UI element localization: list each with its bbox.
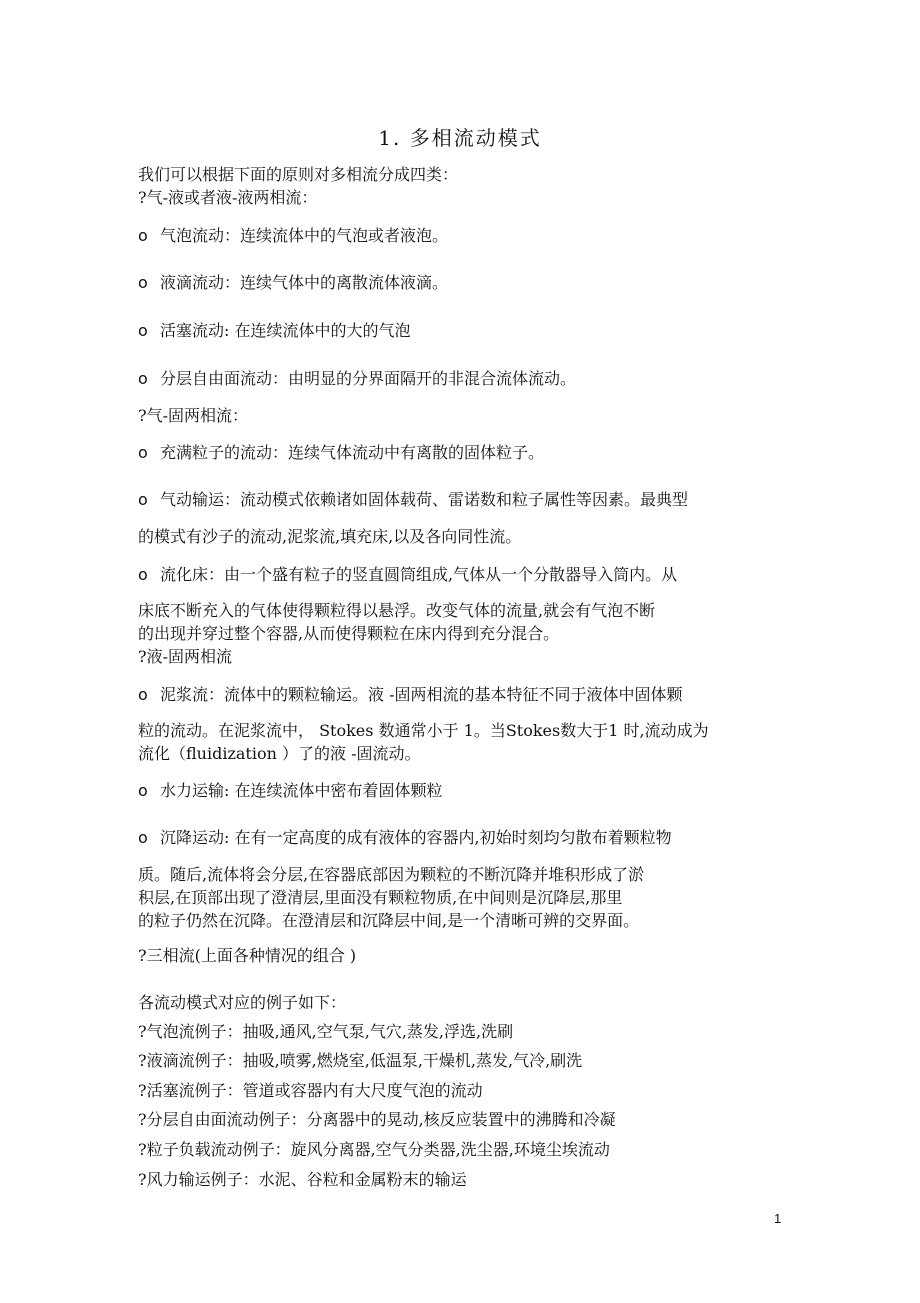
item-sedimentation-continued: 的粒子仍然在沉降。在澄清层和沉降层中间,是一个清晰可辨的交界面。 <box>138 911 640 930</box>
item-sedimentation <box>138 827 672 849</box>
item-sedimentation-continued: 积层,在顶部出现了澄清层,里面没有颗粒物质,在中间则是沉降层,那里 <box>138 888 623 907</box>
bullet-icon: o <box>138 273 148 292</box>
item-slurry-flow-continued: 粒的流动。在泥浆流中， Stokes 数通常小于 1。当Stokes数大于1 时,流动成为 <box>138 721 709 740</box>
item-text: 活塞流动: 在连续流体中的大的气泡 <box>160 321 411 340</box>
item-particle-laden-flow <box>138 442 544 464</box>
item-fluidized-bed <box>138 564 677 586</box>
item-pneumatic-transport-continued: 的模式有沙子的流动,泥浆流,填充床,以及各向同性流。 <box>138 527 522 546</box>
item-hydrotransport <box>138 780 442 802</box>
item-sedimentation-continued: 质。随后,流体将会分层,在容器底部因为颗粒的不断沉降并堆积形成了淤 <box>138 865 645 884</box>
item-text: 流化床：由一个盛有粒子的竖直圆筒组成,气体从一个分散器导入筒内。从 <box>160 565 678 584</box>
example-particle-laden: ?粒子负载流动例子：旋风分离器,空气分类器,洗尘器,环境尘埃流动 <box>138 1140 610 1159</box>
item-stratified-flow <box>138 368 576 390</box>
bullet-icon: o <box>138 490 148 509</box>
item-droplet-flow <box>138 272 448 294</box>
item-text: 液滴流动：连续气体中的离散流体液滴。 <box>160 273 449 292</box>
example-droplet: ?液滴流例子：抽吸,喷雾,燃烧室,低温泵,干燥机,蒸发,气冷,刷洗 <box>138 1051 583 1070</box>
item-slurry-flow <box>138 684 683 706</box>
bullet-icon: o <box>138 443 148 462</box>
item-text: 沉降运动: 在有一定高度的成有液体的容器内,初始时刻均匀散布着颗粒物 <box>160 828 672 847</box>
section-title: 1. 多相流动模式 <box>378 126 542 150</box>
heading-three-phase: ?三相流(上面各种情况的组合 ) <box>138 946 357 965</box>
item-text: 分层自由面流动：由明显的分界面隔开的非混合流体流动。 <box>160 369 577 388</box>
item-slurry-flow-continued: 流化（fluidization ）了的液 -固流动。 <box>138 744 421 763</box>
example-slug: ?活塞流例子：管道或容器内有大尺度气泡的流动 <box>138 1081 483 1100</box>
bullet-icon: o <box>138 226 148 245</box>
item-fluidized-bed-continued: 的出现并穿过整个容器,从而使得颗粒在床内得到充分混合。 <box>138 624 560 643</box>
item-text: 气泡流动：连续流体中的气泡或者液泡。 <box>160 226 449 245</box>
page-number: 1 <box>774 1211 782 1226</box>
item-text: 水力运输: 在连续流体中密布着固体颗粒 <box>160 781 443 800</box>
bullet-icon: o <box>138 565 148 584</box>
item-fluidized-bed-continued: 床底不断充入的气体使得颗粒得以悬浮。改变气体的流量,就会有气泡不断 <box>138 601 656 620</box>
examples-intro: 各流动模式对应的例子如下： <box>138 993 347 1012</box>
bullet-icon: o <box>138 369 148 388</box>
item-pneumatic-transport <box>138 489 688 511</box>
bullet-icon: o <box>138 321 148 340</box>
intro-text: 我们可以根据下面的原则对多相流分成四类： <box>138 165 459 184</box>
item-bubbly-flow <box>138 225 448 247</box>
item-slug-flow <box>138 320 410 342</box>
example-stratified: ?分层自由面流动例子：分离器中的晃动,核反应装置中的沸腾和冷凝 <box>138 1110 616 1129</box>
example-bubbly: ?气泡流例子：抽吸,通风,空气泵,气穴,蒸发,浮选,洗刷 <box>138 1022 514 1041</box>
bullet-icon: o <box>138 781 148 800</box>
item-text: 气动输运：流动模式依赖诸如固体载荷、雷诺数和粒子属性等因素。最典型 <box>160 490 689 509</box>
heading-gas-liquid: ?气-液或者液-液两相流： <box>138 188 318 207</box>
heading-gas-solid: ?气-固两相流： <box>138 406 248 425</box>
bullet-icon: o <box>138 685 148 704</box>
bullet-icon: o <box>138 828 148 847</box>
example-pneumatic: ?风力输运例子：水泥、谷粒和金属粉末的输运 <box>138 1170 467 1189</box>
heading-liquid-solid: ?液-固两相流 <box>138 647 232 666</box>
item-text: 充满粒子的流动：连续气体流动中有离散的固体粒子。 <box>160 443 545 462</box>
item-text: 泥浆流：流体中的颗粒输运。液 -固两相流的基本特征不同于液体中固体颗 <box>160 685 683 704</box>
